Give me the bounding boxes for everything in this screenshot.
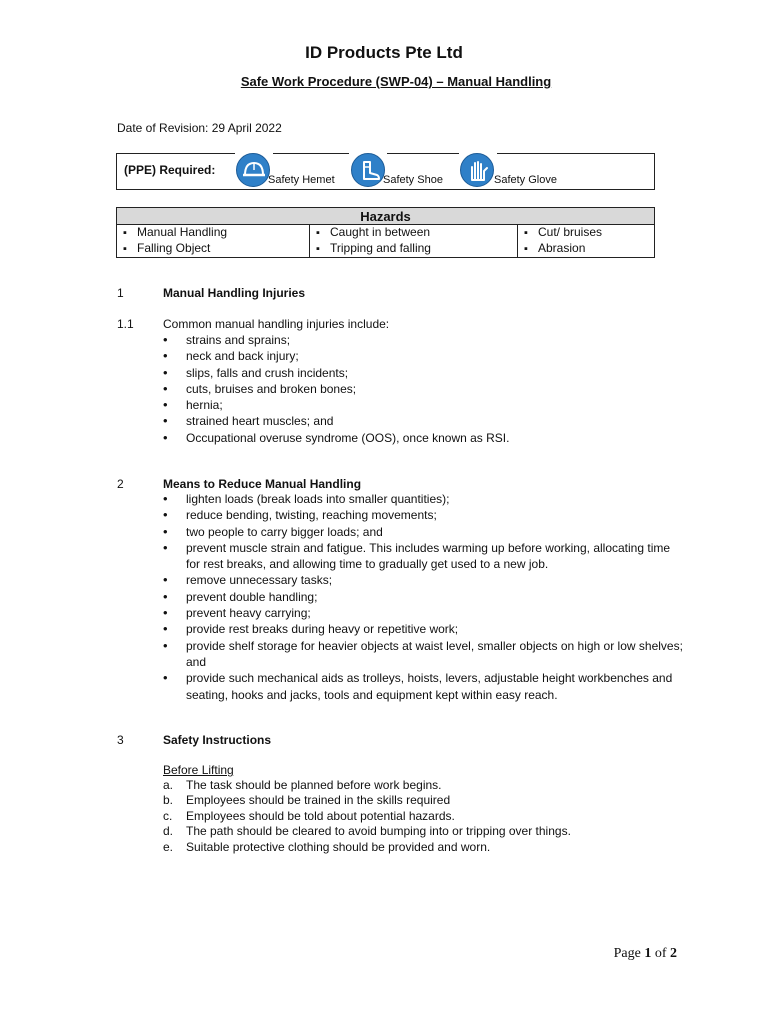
hazards-table xyxy=(116,207,655,258)
list-item-text: The task should be planned before work begins. xyxy=(186,778,442,792)
ppe-label: (PPE) Required: xyxy=(124,163,216,177)
injuries-list xyxy=(163,332,683,446)
hazards-column xyxy=(518,225,655,258)
list-marker: e. xyxy=(163,839,174,854)
list-item xyxy=(163,840,683,855)
total-pages: 2 xyxy=(670,946,677,961)
hazard-item: ▪ Abrasion xyxy=(524,241,654,257)
list-item: • prevent heavy carrying; xyxy=(163,605,683,621)
list-item: • remove unnecessary tasks; xyxy=(163,572,683,588)
list-item-text: Employees should be told about potential hazards. xyxy=(186,808,455,823)
ppe-item-label: Safety Glove xyxy=(494,174,557,186)
list-item: • two people to carry bigger loads; and xyxy=(163,524,683,540)
list-item-text: The path should be cleared to avoid bumping into or tripping over things. xyxy=(186,824,571,839)
before-lifting-list xyxy=(163,778,683,855)
hazard-item: ▪ Falling Object xyxy=(123,241,309,257)
list-item: • reduce bending, twisting, reaching movements; xyxy=(163,507,683,523)
list-item: • cuts, bruises and broken bones; xyxy=(163,381,683,397)
revision-date: Date of Revision: 29 April 2022 xyxy=(117,121,282,135)
section-number: 3 xyxy=(117,733,124,747)
subheading-before-lifting: Before Lifting xyxy=(163,763,234,777)
list-item: • provide such mechanical aids as trolleys, hoists, levers, adjustable height workbenches and seating, hooks and jacks, tools and equipment kept within easy reach. xyxy=(163,670,683,703)
boot-icon xyxy=(351,153,385,187)
list-item: • provide shelf storage for heavier objects at waist level, smaller objects on high or low shelves; and xyxy=(163,638,683,671)
list-item xyxy=(163,793,683,808)
list-item: • hernia; xyxy=(163,397,683,413)
ppe-box xyxy=(116,153,655,190)
list-item-text: Employees should be trained in the skills required xyxy=(186,793,451,808)
reduce-handling-list xyxy=(163,491,683,703)
of-word: of xyxy=(654,946,667,961)
hazards-title: Hazards xyxy=(117,208,655,225)
list-marker: c. xyxy=(163,808,173,823)
hazard-item: ▪ Cut/ bruises xyxy=(524,225,654,241)
glove-icon xyxy=(460,153,494,187)
list-item: • Occupational overuse syndrome (OOS), once known as RSI. xyxy=(163,430,683,446)
list-item: • neck and back injury; xyxy=(163,348,683,364)
list-item xyxy=(163,824,683,839)
current-page: 1 xyxy=(644,946,652,961)
hazards-column xyxy=(117,225,310,258)
list-item xyxy=(163,778,683,793)
list-item: • prevent double handling; xyxy=(163,589,683,605)
list-item: • strained heart muscles; and xyxy=(163,413,683,429)
section-intro: Common manual handling injuries include: xyxy=(163,317,390,331)
company-name: ID Products Pte Ltd xyxy=(305,43,463,62)
list-marker: b. xyxy=(163,793,174,808)
hazard-item: ▪ Manual Handling xyxy=(123,225,309,241)
hazards-column xyxy=(310,225,518,258)
list-item: • lighten loads (break loads into smaller quantities); xyxy=(163,491,683,507)
list-item: • strains and sprains; xyxy=(163,332,683,348)
page-number xyxy=(614,946,677,962)
list-item: • provide rest breaks during heavy or repetitive work; xyxy=(163,621,683,637)
ppe-item-label: Safety Shoe xyxy=(383,174,443,186)
section-heading: Means to Reduce Manual Handling xyxy=(163,477,362,491)
ppe-item-label: Safety Hemet xyxy=(268,174,335,186)
hazard-item: ▪ Tripping and falling xyxy=(316,241,517,257)
page-word: Page xyxy=(613,946,641,961)
list-item: • prevent muscle strain and fatigue. This includes warming up before working, allocating time for rest breaks, and allowing time to gradually get used to a new job. xyxy=(163,540,683,573)
list-marker: d. xyxy=(163,824,174,839)
list-item xyxy=(163,809,683,824)
section-heading: Safety Instructions xyxy=(163,733,272,747)
list-marker: a. xyxy=(163,778,174,792)
document-title: Safe Work Procedure (SWP-04) – Manual Handling xyxy=(240,74,552,89)
list-item-text: Suitable protective clothing should be provided and worn. xyxy=(186,839,491,854)
helmet-icon xyxy=(236,153,270,187)
list-item: • slips, falls and crush incidents; xyxy=(163,365,683,381)
subsection-number: 1.1 xyxy=(117,317,134,331)
section-number: 2 xyxy=(117,477,124,491)
section-heading: Manual Handling Injuries xyxy=(163,286,306,300)
hazard-item: ▪ Caught in between xyxy=(316,225,517,241)
section-number: 1 xyxy=(117,286,124,300)
